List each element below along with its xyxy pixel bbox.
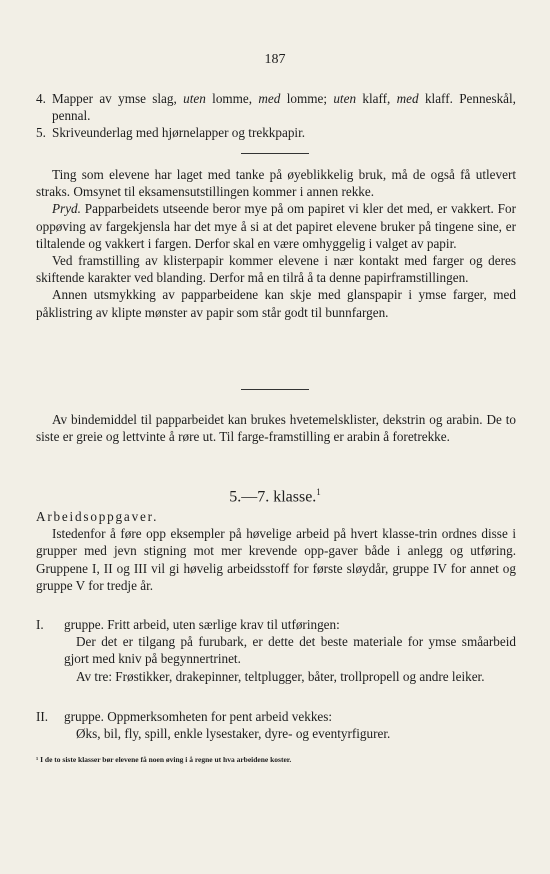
top-list (36, 90, 516, 142)
paragraph: Ting som elevene har laget med tanke på øyeblikkelig bruk, må de også få utlevert straks. Omsynet til eksamensutstillingen kommer i annen rekke. (36, 167, 516, 200)
group-title-row (36, 616, 516, 633)
class-heading: 5.—7. klasse.$^1$ (229, 487, 321, 506)
group-line: Der det er tilgang på furubark, er dette det beste materiale for ymse småarbeid gjort med kniv på begynnertrinet. (64, 634, 516, 667)
paragraph: Pryd. Papparbeidets utseende beror mye på om papiret vi kler det med, er vakkert. For oppøving av fargekjensla har det mye å si at det papiret elevene bruker på tingene sine, er tiltalende og vakkert i fargen. Derfor skal en være omhyggelig i valget av papir. (36, 201, 516, 251)
list-item (36, 90, 516, 124)
section-2 (36, 411, 516, 445)
paragraph-lead: Pryd. (52, 201, 81, 217)
tasks-label: Arbeidsoppgaver. (36, 509, 159, 524)
tasks-intro: Istedenfor å føre opp eksempler på høvelige arbeid på hvert klasse-trin ordnes disse i grupper med jevn stigning mot mer krevende opp-gaver både i anlegg og utføring. Gruppene I, II og III vil gi høvelig arbeidsstoff for første sløydår, gruppe IV for annet og gruppe V for tredje år. (36, 526, 516, 593)
group-title-row (36, 708, 516, 725)
tasks-section (36, 508, 516, 594)
paragraph: Ved framstilling av klisterpapir kommer elevene i nær kontakt med farger og deres skiftende karakter ved blanding. Derfor må en tilrå å ta denne papirframstillingen. (36, 253, 516, 286)
group-title: gruppe. Oppmerksomheten for pent arbeid vekkes: (64, 709, 333, 724)
group-title: gruppe. Fritt arbeid, uten særlige krav til utføringen: (64, 617, 340, 632)
group-line: Av tre: Frøstikker, drakepinner, teltplugger, båter, trollpropell og andre leiker. (76, 668, 485, 684)
group-body (36, 725, 516, 742)
section-1 (36, 166, 516, 321)
group-line: Øks, bil, fly, spill, enkle lysestaker, dyre- og eventyrfigurer. (76, 726, 391, 742)
paragraph: Av bindemiddel til papparbeidet kan brukes hvetemelsklister, dekstrin og arabin. De to siste er greie og lettvinte å røre ut. Til farge-framstilling er arabin å foretrekke. (36, 412, 516, 445)
footnote-marker: 1 (316, 487, 321, 497)
section-divider (241, 389, 309, 390)
list-text: Skriveunderlag med hjørnelapper og trekkpapir. (52, 125, 306, 141)
group-2 (36, 708, 516, 742)
paragraph: Annen utsmykking av papparbeidene kan skje med glanspapir i ymse farger, med påklistring av klipte mønster av papir som står godt til bunnfargen. (36, 287, 516, 320)
group-number: II. (36, 709, 49, 724)
group-number: I. (36, 617, 44, 632)
list-item (36, 124, 516, 141)
section-divider (241, 153, 309, 154)
list-number: 4. (36, 91, 46, 106)
page-number: 187 (264, 52, 286, 67)
group-1 (36, 616, 516, 685)
footnote: ¹ I de to siste klasser bør elevene få noen øving i å regne ut hva arbeidene koster. (36, 755, 292, 764)
list-text: Mapper av ymse slag, uten lomme, med lomme; uten klaff, med klaff. Penneskål, pennal. (52, 91, 516, 124)
group-body (36, 633, 516, 685)
list-number: 5. (36, 125, 46, 141)
